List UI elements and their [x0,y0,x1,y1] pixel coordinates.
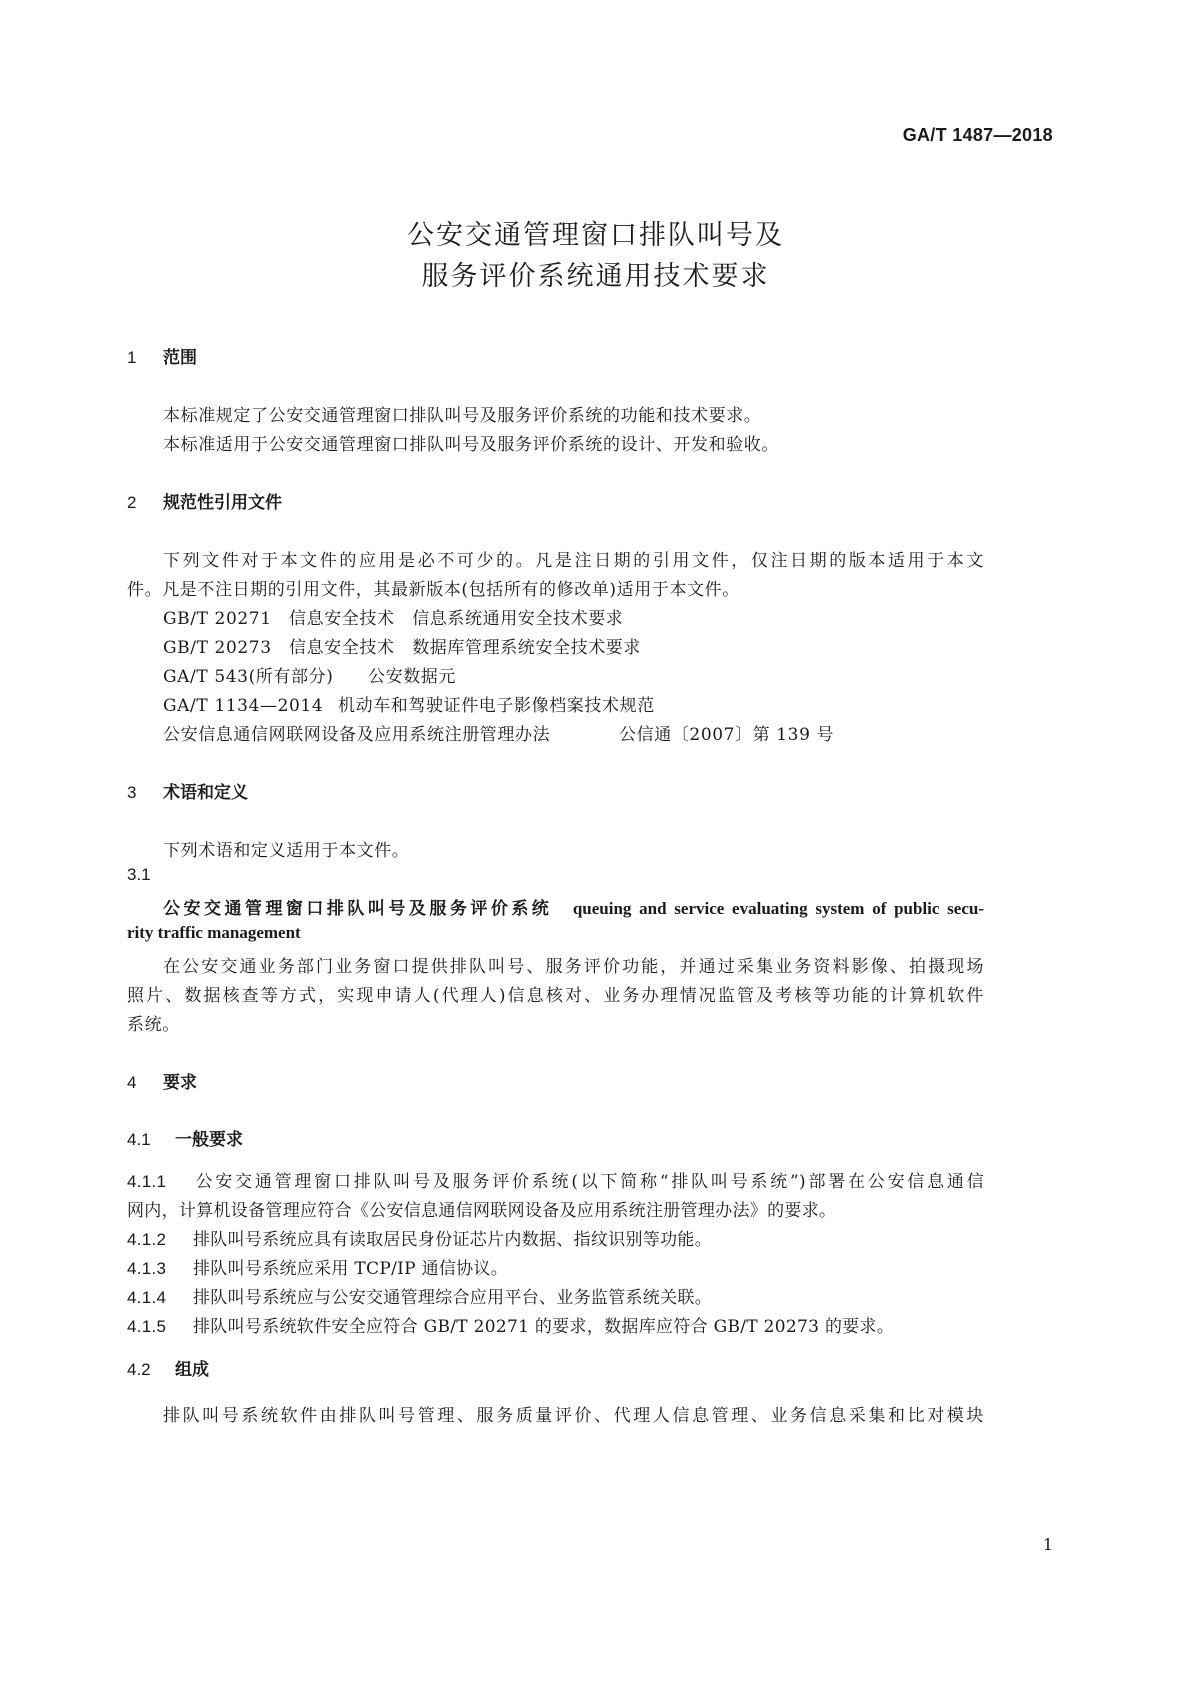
subsection-number: 4.2 [127,1360,151,1379]
document-title-line-2: 服务评价系统通用技术要求 [421,261,770,292]
reference-item [163,633,641,658]
section-1-heading [127,343,197,368]
reference-code: GA/T 543(所有部分) [163,667,334,687]
document-title-line-1: 公安交通管理窗口排队叫号及 [407,220,784,251]
term-number: 3.1 [127,865,151,884]
section-number: 2 [127,493,137,512]
clause-4-1-4 [127,1283,712,1308]
paragraph: 本标准适用于公安交通管理窗口排队叫号及服务评价系统的设计、开发和验收。 [163,435,779,455]
subsection-4-1-heading [127,1125,243,1150]
term-chinese: 公安交通管理窗口排队叫号及服务评价系统 [163,899,553,919]
clause-number: 4.1.4 [127,1288,167,1307]
section-title: 术语和定义 [163,783,248,803]
reference-code: GB/T 20271 [163,609,272,629]
reference-title: 公安数据元 [368,667,456,687]
reference-item [163,662,456,687]
term-definition: 照片、数据核查等方式，实现申请人(代理人)信息核对、业务办理情况监管及考核等功能的计算机软件 [127,986,984,1006]
section-title: 要求 [163,1073,197,1093]
term-heading-continued [127,923,301,943]
subsection-4-2-heading [127,1355,209,1380]
clause-4-1-5 [127,1312,894,1337]
section-number: 1 [127,348,137,367]
paragraph: 下列文件对于本文件的应用是必不可少的。凡是注日期的引用文件，仅注日期的版本适用于本文 [163,551,984,571]
reference-title: 机动车和驾驶证件电子影像档案技术规范 [338,696,655,716]
term-definition: 系统。 [127,1015,180,1035]
subsection-number: 4.1 [127,1130,151,1149]
paragraph: 下列术语和定义适用于本文件。 [163,841,410,861]
paragraph: 排队叫号系统软件由排队叫号管理、服务质量评价、代理人信息管理、业务信息采集和比对模块 [163,1406,984,1426]
reference-item [163,720,834,745]
reference-title: 公信通〔2007〕第 139 号 [619,725,835,745]
standard-number: GA/T 1487—2018 [902,125,1053,145]
term-heading [163,894,984,919]
section-title: 规范性引用文件 [163,493,282,513]
subsection-title: 组成 [175,1360,209,1380]
reference-code: 公安信息通信网联网设备及应用系统注册管理办法 [163,725,551,745]
clause-text: 排队叫号系统软件安全应符合 GB/T 20271 的要求，数据库应符合 GB/T 20273 的要求。 [193,1317,895,1337]
clause-text: 排队叫号系统应具有读取居民身份证芯片内数据、指纹识别等功能。 [193,1230,712,1250]
clause-4-1-3 [127,1254,508,1279]
clause-number: 4.1.2 [127,1230,167,1249]
page-number: 1 [1042,1535,1053,1554]
subsection-title: 一般要求 [175,1130,243,1150]
clause-number: 4.1.1 [127,1172,167,1191]
term-english: rity traffic management [127,923,301,942]
section-2-heading [127,488,282,513]
reference-code: GA/T 1134—2014 [163,696,324,716]
section-number: 4 [127,1073,137,1092]
clause-4-1-1-continued: 网内，计算机设备管理应符合《公安信息通信网联网设备及应用系统注册管理办法》的要求。 [127,1201,837,1221]
clause-text: 公安交通管理窗口排队叫号及服务评价系统(以下简称“排队叫号系统”)部署在公安信息通信 [193,1172,984,1192]
reference-title: 信息安全技术 信息系统通用安全技术要求 [289,609,624,629]
reference-item [163,604,623,629]
reference-code: GB/T 20273 [163,638,272,658]
clause-number: 4.1.5 [127,1317,167,1336]
section-number: 3 [127,783,137,802]
clause-text: 排队叫号系统应采用 TCP/IP 通信协议。 [193,1259,509,1279]
clause-4-1-2 [127,1225,712,1250]
paragraph: 件。凡是不注日期的引用文件，其最新版本(包括所有的修改单)适用于本文件。 [127,580,740,600]
reference-item [163,691,655,716]
clause-number: 4.1.3 [127,1259,167,1278]
section-title: 范围 [163,348,197,368]
reference-title: 信息安全技术 数据库管理系统安全技术要求 [289,638,641,658]
term-definition: 在公安交通业务部门业务窗口提供排队叫号、服务评价功能，并通过采集业务资料影像、拍摄现场 [163,957,984,977]
paragraph: 本标准规定了公安交通管理窗口排队叫号及服务评价系统的功能和技术要求。 [163,406,762,426]
section-3-heading [127,778,248,803]
clause-text: 排队叫号系统应与公安交通管理综合应用平台、业务监管系统关联。 [193,1288,712,1308]
section-4-heading [127,1068,197,1093]
term-english: queuing and service evaluating system of public secu- [572,899,985,918]
clause-4-1-1 [127,1167,984,1192]
